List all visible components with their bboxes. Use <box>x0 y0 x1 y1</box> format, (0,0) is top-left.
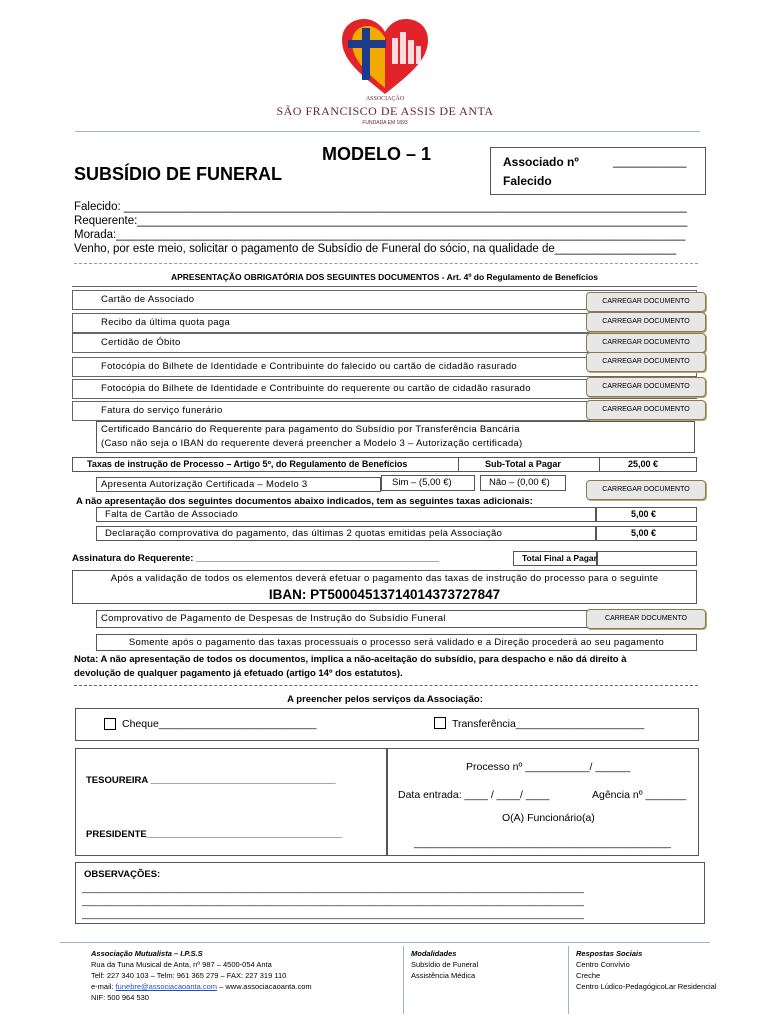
processo-field[interactable]: Processo nº ___________/ ______ <box>466 761 631 773</box>
declaracao-value: 5,00 € <box>631 528 657 538</box>
declaracao-row <box>96 526 596 541</box>
funcionario-signature-field[interactable]: ____________________________________________ <box>414 837 671 849</box>
qualidade-field[interactable]: Venho, por este meio, solicitar o pagamento de Subsídio de Funeral do sócio, na qualidade de___________________ <box>74 243 677 255</box>
sim-option[interactable] <box>381 475 475 491</box>
footer-email-prefix: e-mail: <box>91 982 116 991</box>
autorizacao-row <box>96 477 381 492</box>
somente-box <box>96 634 697 651</box>
header-divider <box>75 131 700 132</box>
footer-nif: NIF: 500 964 530 <box>91 993 149 1002</box>
footer-web: – www.associacaoanta.com <box>217 982 312 991</box>
documents-heading: APRESENTAÇÃO OBRIGATÓRIA DOS SEGUINTES DOCUMENTOS - Art. 4º do Regulamento de Benefícios <box>170 272 599 282</box>
autorizacao-label: Apresenta Autorização Certificada – Modelo 3 <box>101 479 308 490</box>
associado-box <box>490 147 706 195</box>
total-label-cell <box>513 551 597 566</box>
falecido-box-label: Falecido <box>503 174 552 188</box>
footer-email-link[interactable]: funebre@associacaoanta.com <box>115 982 218 991</box>
requerente-field[interactable]: Requerente:______________________________________________________________________________________ <box>74 215 688 227</box>
pagamento-box <box>72 570 697 604</box>
payment-method-box <box>75 708 699 741</box>
upload-cartao-button[interactable]: CARREGAR DOCUMENTO <box>586 292 706 312</box>
observacoes-line-2[interactable]: _______________________________________________________________________________________________ <box>82 896 584 907</box>
tesouraria-field[interactable]: TESOUREIRA ___________________________________ <box>86 775 336 786</box>
upload-certidao-button[interactable]: CARREGAR DOCUMENTO <box>586 333 706 353</box>
assoc-founded: FUNDADA EM 1893 <box>362 120 408 126</box>
iban-text: IBAN: PT50004513714014373727847 <box>268 587 501 602</box>
subtotal-value: 25,00 € <box>628 459 659 469</box>
cheque-checkbox[interactable] <box>104 718 116 730</box>
nota-line1: Nota: A não apresentação de todos os documentos, implica a não-aceitação do subsídio, para despacho e não dá direito à <box>74 654 627 665</box>
footer-col-2 <box>411 948 478 981</box>
falta-cartao-row <box>96 507 596 522</box>
footer-col-1 <box>91 948 312 1003</box>
footer-resposta-item: Centro Lúdico-PedagógicoLar Residencial <box>576 982 717 991</box>
certificado-line1: Certificado Bancário do Requerente para pagamento do Subsídio por Transferência Bancária <box>101 424 520 435</box>
falta-cartao-value-cell <box>596 507 697 522</box>
doc-label: Fotocópia do Bilhete de Identidade e Contribuinte do requerente ou cartão de cidadão rasurado <box>101 383 531 394</box>
assoc-name: SÃO FRANCISCO DE ASSIS DE ANTA <box>276 104 494 118</box>
taxas-divider <box>458 458 459 471</box>
fields-divider <box>74 263 698 264</box>
footer-respostas-title: Respostas Sociais <box>576 949 643 958</box>
footer-assoc-title: Associação Mutualista – I.P.S.S <box>91 949 203 958</box>
declaracao-label: Declaração comprovativa do pagamento, das últimas 2 quotas emitidas pela Associação <box>105 528 503 539</box>
nao-option[interactable] <box>480 475 566 491</box>
association-logo-heart <box>340 18 430 96</box>
upload-comprovativo-button[interactable]: CARREAR DOCUMENTO <box>586 609 706 629</box>
declaracao-value-cell <box>596 526 697 541</box>
agencia-field[interactable]: Agência nº _______ <box>592 789 687 801</box>
footer-col-3 <box>576 948 717 992</box>
transferencia-label: Transferência______________________ <box>452 718 645 730</box>
footer-resposta-item: Creche <box>576 971 601 980</box>
footer-contacts <box>91 981 312 992</box>
assoc-small-label: ASSOCIAÇÃO <box>365 96 405 102</box>
associado-number-field[interactable]: ___________ <box>613 154 687 168</box>
upload-recibo-button[interactable]: CARREGAR DOCUMENTO <box>586 312 706 332</box>
comprovativo-label: Comprovativo de Pagamento de Despesas de Instrução do Subsídio Funeral <box>101 613 446 624</box>
morada-field[interactable]: Morada:_________________________________________________________________________________________ <box>74 229 686 241</box>
total-value-cell[interactable] <box>597 551 697 566</box>
upload-fatura-button[interactable]: CARREGAR DOCUMENTO <box>586 400 706 420</box>
page-title: SUBSÍDIO DE FUNERAL <box>74 164 283 184</box>
upload-bi-falecido-button[interactable]: CARREGAR DOCUMENTO <box>586 352 706 372</box>
nota-line2: devolução de qualquer pagamento já efetuado (artigo 14º dos estatutos). <box>74 668 403 679</box>
documents-heading-rule <box>72 286 697 287</box>
falta-cartao-value: 5,00 € <box>631 509 657 519</box>
processo-box <box>387 748 699 856</box>
footer-sep-2 <box>568 946 569 1014</box>
doc-label: Certidão de Óbito <box>101 337 181 348</box>
doc-label: Fatura do serviço funerário <box>101 405 223 416</box>
cheque-label: Cheque___________________________ <box>122 718 317 730</box>
nota-divider <box>74 685 698 686</box>
doc-label: Cartão de Associado <box>101 294 195 305</box>
footer-phones: Telf: 227 340 103 – Telm: 961 365 279 – FAX: 227 319 110 <box>91 971 287 980</box>
upload-autorizacao-button[interactable]: CARREGAR DOCUMENTO <box>586 480 706 500</box>
footer-modalidades-title: Modalidades <box>411 949 457 958</box>
data-entrada-field[interactable]: Data entrada: ____ / ____/ ____ <box>398 789 550 801</box>
footer-modalidade-item: Assistência Médica <box>411 971 476 980</box>
observacoes-line-3[interactable]: _______________________________________________________________________________________________ <box>82 909 584 920</box>
nao-label: Não – (0,00 €) <box>489 477 550 488</box>
model-title: MODELO – 1 <box>322 144 432 164</box>
signatures-box <box>75 748 387 856</box>
observacoes-box <box>75 862 705 924</box>
transferencia-checkbox[interactable] <box>434 717 446 729</box>
somente-text: Somente após o pagamento das taxas processuais o processo será validado e a Direção procederá ao seu pagamento <box>128 637 665 648</box>
taxas-nota: A não apresentação dos seguintes documentos abaixo indicados, tem as seguintes taxas adicionais: <box>76 496 533 507</box>
comprovativo-row <box>96 610 593 628</box>
footer-modalidade-item: Subsídio de Funeral <box>411 960 479 969</box>
falta-cartao-label: Falta de Cartão de Associado <box>105 509 239 520</box>
subtotal-divider <box>599 458 600 471</box>
footer-resposta-item: Centro Convívio <box>576 960 630 969</box>
taxas-table-header <box>72 457 697 472</box>
observacoes-label: OBSERVAÇÕES: <box>84 869 161 880</box>
taxas-heading: Taxas de instrução de Processo – Artigo 5º, do Regulamento de Benefícios <box>87 459 408 469</box>
assinatura-field[interactable]: Assinatura do Requerente: ______________________________________________ <box>72 553 440 564</box>
certificado-line2: (Caso não seja o IBAN do requerente deverá preencher a Modelo 3 – Autorização certificada) <box>101 438 523 449</box>
falecido-field[interactable]: Falecido: ________________________________________________________________________________________ <box>74 201 687 213</box>
footer-divider <box>60 942 710 943</box>
presidente-field[interactable]: PRESIDENTE_____________________________________ <box>86 829 343 840</box>
funcionario-label: O(A) Funcionário(a) <box>502 812 595 824</box>
associado-label: Associado nº <box>503 155 579 169</box>
upload-bi-requerente-button[interactable]: CARREGAR DOCUMENTO <box>586 377 706 397</box>
sim-label: Sim – (5,00 €) <box>392 477 452 488</box>
observacoes-line-1[interactable]: _______________________________________________________________________________________________ <box>82 883 584 894</box>
footer-address: Rua da Tuna Musical de Anta, nº 987 – 4500-054 Anta <box>91 960 272 969</box>
apos-text: Após a validação de todos os elementos deverá efetuar o pagamento das taxas de instrução do processo para o seguinte <box>110 573 659 584</box>
doc-row-certificado <box>96 421 695 453</box>
doc-label: Recibo da última quota paga <box>101 317 231 328</box>
servicos-heading: A preencher pelos serviços da Associação: <box>287 694 483 705</box>
footer-sep-1 <box>403 946 404 1014</box>
subtotal-label: Sub-Total a Pagar <box>485 459 561 469</box>
total-label: Total Final a Pagar <box>522 553 597 563</box>
doc-label: Fotocópia do Bilhete de Identidade e Contribuinte do falecido ou cartão de cidadão rasurado <box>101 361 518 372</box>
